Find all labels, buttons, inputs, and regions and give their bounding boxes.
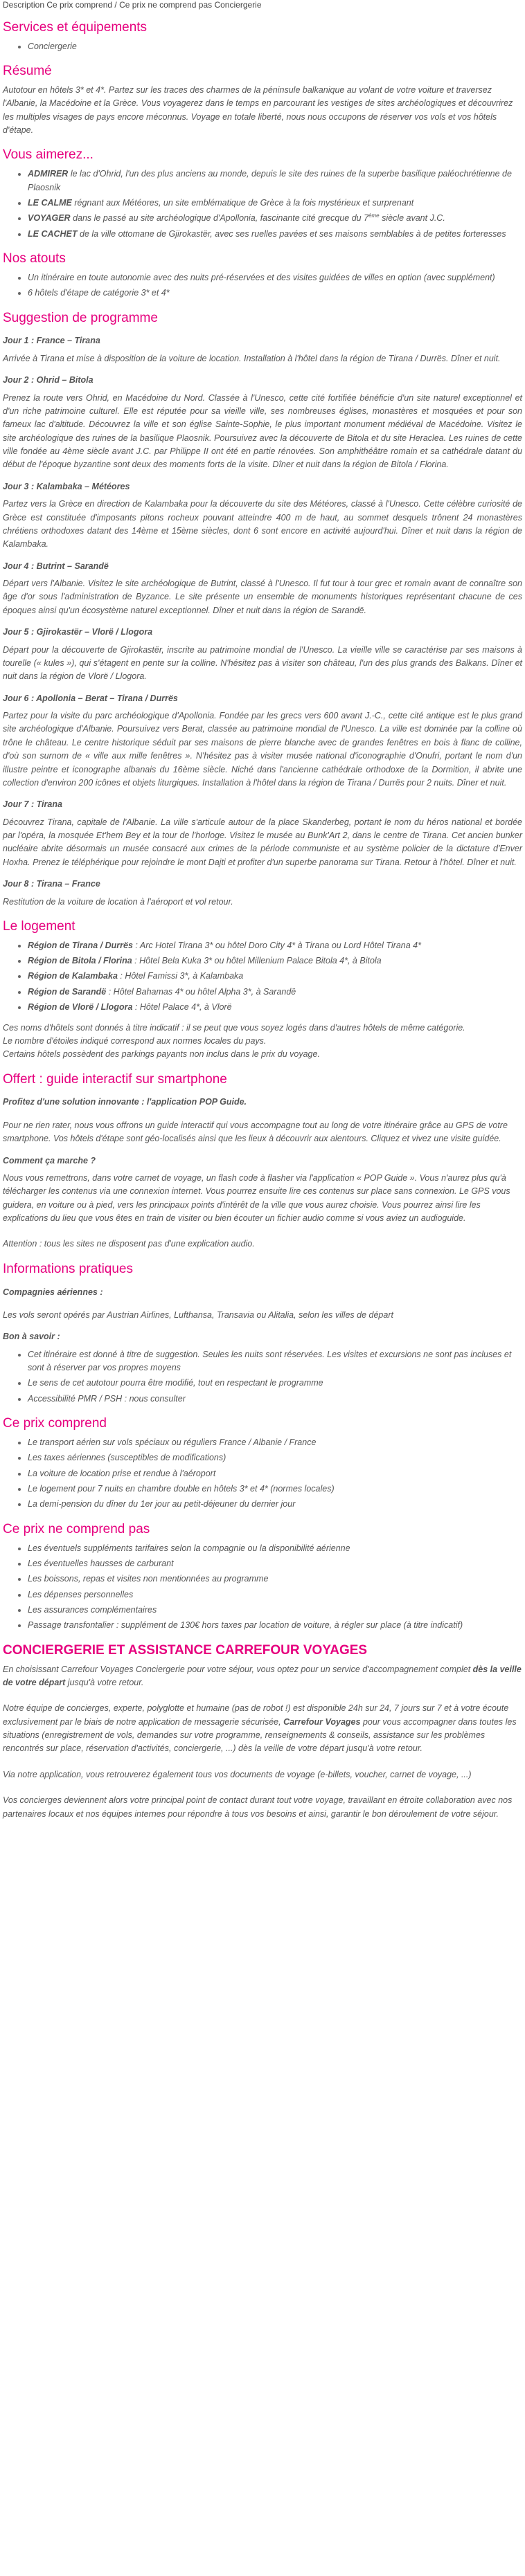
day-title: Jour 5 : Gjirokastër – Vlorë / Llogora (3, 627, 153, 637)
concierge-paragraph (3, 1702, 522, 1756)
list-item (28, 970, 522, 983)
list-item: • Un itinéraire en toute autonomie avec des nuits pré-réservées et des visites guidées de villes en option (avec supplément) (28, 271, 522, 284)
day-title: Jour 1 : France – Tirana (3, 336, 100, 346)
know-heading: Bon à savoir : (3, 1332, 60, 1342)
list-item: • Le transport aérien sur vols spéciaux ou réguliers France / Albanie / France (28, 1436, 522, 1449)
keyword: ADMIRER (28, 169, 69, 179)
list-item: • Conciergerie (28, 40, 522, 53)
logement-list (3, 939, 522, 1015)
list-item (28, 212, 522, 226)
list-item: • Accessibilité PMR / PSH : nous consulter (28, 1393, 522, 1406)
services-list (3, 40, 522, 53)
concierge-paragraph: Vos concierges deviennent alors votre principal point de contact durant tout votre voyage, travaillant en étroite collaboration avec nos partenaires locaux et nos équipes internes pour répondre à tous vos besoins et ainsi, garantir le bon déroulement de votre séjour. (3, 1795, 513, 1819)
hotel-text: : Hôtel Palace 4*, à Vlorë (132, 1002, 232, 1013)
section-title-logement: Le logement (3, 918, 75, 934)
list-item: • Les dépenses personnelles (28, 1588, 522, 1602)
day-text: Découvrez Tirana, capitale de l'Albanie. La ville s'articule autour de la place Skanderbeg, portant le nom du héros national et bordée par l'opéra, la mosquée Et'hem Bey et la tour de l'horloge. Visitez le musée au Bunk'Art 2, dans le centre de Tirana. Cet ancien bunker nucléaire abrite désormais un musée consacré aux crimes de la période communiste et au système policier de la dictature d'Enver Hoxha. Prenez le téléphérique pour rejoindre le mont Dajti et profiter d'un superbe panorama sur Tirana. Retour à l'hôtel. Dîner et nuit. (3, 817, 522, 867)
region-name: Région de Tirana / Durrës (28, 940, 133, 950)
hotel-text: : Hôtel Famissi 3*, à Kalambaka (117, 971, 244, 981)
programme-days (3, 334, 522, 909)
ne-comprend-list (3, 1542, 522, 1633)
text: pour vous accompagner dans toutes les situations (enregistrement de vols, demandes sur votre programme, renseignements & conseils, assistance sur les problèmes rencontrés sur place, réservation d'activités, conciergerie, ...) dès la veille de votre départ jusqu'à votre retour. (3, 1716, 517, 1754)
emphasis: dès la veille de votre départ (3, 1664, 522, 1687)
list-item: • Les assurances complémentaires (28, 1604, 522, 1617)
list-item: • Le sens de cet autotour pourra être modifié, tout en respectant le programme (28, 1377, 522, 1390)
list-item (28, 939, 522, 952)
hotel-text: : Hôtel Bahamas 4* ou hôtel Alpha 3*, à Sarandë (106, 986, 296, 997)
list-item (28, 954, 522, 968)
list-item: • Passage transfontalier : supplément de 130€ hors taxes par location de voiture, à régler sur place (à titre indicatif) (28, 1619, 522, 1632)
section-title-conciergerie: CONCIERGERIE ET ASSISTANCE CARREFOUR VOYAGES (3, 1642, 368, 1658)
comprend-list (3, 1436, 522, 1512)
logement-note: Le nombre d'étoiles indiqué correspond aux normes locales du pays. (3, 1035, 267, 1046)
aimerez-list (3, 167, 522, 241)
offert-attention: Attention : tous les sites ne disposent pas d'une explication audio. (3, 1239, 255, 1249)
keyword: LE CACHET (28, 228, 78, 239)
region-name: Région de Kalambaka (28, 971, 118, 981)
list-item (28, 986, 522, 999)
list-item: • La voiture de location prise et rendue à l'aéroport (28, 1467, 522, 1480)
section-title-programme: Suggestion de programme (3, 310, 158, 325)
airlines-text: Les vols seront opérés par Austrian Airlines, Lufthansa, Transavia ou Alitalia, selon les villes de départ (3, 1309, 393, 1320)
superscript: ème (368, 212, 380, 219)
text: En choisissant Carrefour Voyages Conciergerie pour votre séjour, vous optez pour un service d'accompagnement complet (3, 1664, 473, 1674)
item-text: de la ville ottomane de Gjirokastër, avec ses ruelles pavées et ses maisons semblables à de petites forteresses (77, 228, 506, 239)
section-title-infos: Informations pratiques (3, 1261, 133, 1276)
hotel-text: : Hôtel Bela Kuka 3* ou hôtel Millenium Palace Bitola 4*, à Bitola (132, 956, 382, 966)
list-item: • Les éventuelles hausses de carburant (28, 1557, 522, 1570)
concierge-paragraph (3, 1663, 522, 1690)
day-text: Arrivée à Tirana et mise à disposition de la voiture de location. Installation à l'hôtel dans la région de Tirana / Durrës. Dîner et nuit. (3, 353, 501, 363)
item-text: dans le passé au site archéologique d'Apollonia, fascinante cité grecque du (70, 213, 364, 224)
section-title-ne-comprend: Ce prix ne comprend pas (3, 1521, 150, 1536)
section-title-aimerez: Vous aimerez... (3, 147, 94, 163)
offert-paragraph: Nous vous remettrons, dans votre carnet de voyage, un flash code à flasher via l'application « POP Guide ». Vous n'aurez plus qu'à télécharger les contenus via une connexion internet. Vous pourrez ensuite lire ces contenus sur place sans connexion. Le GPS vous guidera, en voiture ou à pied, vers les principaux points d'intérêt de la ville que vous aurez choisie. Vous pourrez ainsi lire les explications du lieu que vous êtes en train de visiter ou bien écouter un fichier audio comme si vous aviez un audioguide. (3, 1172, 510, 1224)
offert-question: Comment ça marche ? (3, 1155, 96, 1165)
item-number: 7 (364, 213, 369, 224)
day-text: Partez pour la visite du parc archéologique d'Apollonia. Fondée par les grecs vers 600 avant J.-C., cette cité antique est le plus grand site archéologique d'Albanie. Poursuivez vers Berat, classée au patrimoine mondial de l'Unesco. La ville est dominée par la colline où trône le château. Le centre historique séduit par ses maisons de pierre blanche avec de grandes fenêtres en bois à flanc de colline, d'où son surnom de « ville aux mille fenêtres ». N'hésitez pas à visiter musée national d'iconographie d'Onufri, portant le nom d'un illustre peintre et iconographe albanais du 16ème siècle. Niché dans l'ancienne cathédrale orthodoxe de la Dormition, il abrite une collection d'environ 200 icônes et objets liturgiques. Installation à l'hôtel dans la région de Tirana / Durrës pour 2 nuits. Dîner et nuit. (3, 711, 522, 788)
section-title-comprend: Ce prix comprend (3, 1416, 107, 1431)
list-item: • Les éventuels suppléments tarifaires selon la compagnie ou la disponibilité aérienne (28, 1542, 522, 1555)
resume-text: Autotour en hôtels 3* et 4*. Partez sur les traces des charmes de la péninsule balkanique au volant de votre voiture et traversez l'Albanie, la Macédoine et la Grèce. Vous voyagerez dans le temps en parcourant les vestiges de sites archéologiques et découvrirez les multiples visages de pays encore méconnus. Voyage en totale liberté, nous nous occupons de réserver vos vols et vos hôtels d'étape. (3, 84, 513, 135)
list-item: • 6 hôtels d'étape de catégorie 3* et 4* (28, 287, 522, 300)
hotel-text: : Arc Hotel Tirana 3* ou hôtel Doro City 4* à Tirana ou Lord Hôtel Tirana 4* (132, 940, 421, 950)
region-name: Région de Sarandë (28, 986, 107, 997)
text: Notre équipe de concierges, experte, polyglotte et humaine (pas de robot !) est disponible 24h sur 24, 7 jours sur 7 et à votre écoute exclusivement par le biais de notre application de messagerie sécurisée, (3, 1703, 509, 1727)
day-title: Jour 2 : Ohrid – Bitola (3, 375, 94, 386)
list-item: • Cet itinéraire est donné à titre de suggestion. Seules les nuits sont réservées. Les visites et excursions ne sont pas incluses et sont à réserver par vos propres moyens (28, 1348, 522, 1375)
day-text: Départ vers l'Albanie. Visitez le site archéologique de Butrint, classé à l'Unesco. Il fut tour à tour grec et romain avant de connaître son âge d'or sous l'administration de Byzance. Le site présente un ensemble de monuments historiques représentant chacune de ces époques ainsi qu'un écosystème naturel exceptionnel. Dîner et nuit dans la région de Sarandë. (3, 579, 522, 615)
day-text: Prenez la route vers Ohrid, en Macédoine du Nord. Classée à l'Unesco, cette cité fortifiée bénéficie d'un site naturel exceptionnel et d'un riche patrimoine culturel. Elle est réputée pour sa vieille ville, ses nombreuses églises, monastères et mosquées et pour son fameux lac d'altitude. Découvrez la ville et son église Sainte-Sophie, le plus important monument médiéval de Macédoine. Visitez le site archéologique des ruines de la basilique Plaosnik. Poursuivez avec la découverte de Bitola et du site Heraclea. Les ruines de cette ville fondée au 4ème siècle avant J.C. par Philippe II ont été en partie rénovées. Son amphithéâtre romain et sa cathédrale datant du début de l'époque byzantine sont deux des moments forts de la visite. Dîner et nuit dans la région de Bitola / Florina. (3, 392, 522, 470)
top-description-line: Description Ce prix comprend / Ce prix ne comprend pas Conciergerie (3, 0, 262, 10)
logement-note: Certains hôtels possèdent des parkings payants non inclus dans le prix du voyage. (3, 1049, 320, 1060)
day-title: Jour 8 : Tirana – France (3, 879, 100, 889)
day-text: Partez vers la Grèce en direction de Kalambaka pour la découverte du site des Météores, classé à l'Unesco. Cette célèbre curiosité de Grèce est constituée d'imposants pitons rocheux pouvant atteindre 400 m de haut, au sommet desquels trônent 24 monastères chrétiens orthodoxes datant des 14ème et 15ème siècles, dont 6 sont encore en activité aujourd'hui. Dîner et nuit dans la région de Kalambaka. (3, 499, 522, 550)
keyword: VOYAGER (28, 213, 71, 224)
region-name: Région de Vlorë / Llogora (28, 1002, 133, 1013)
day-title: Jour 4 : Butrint – Sarandë (3, 561, 109, 571)
list-item: • Les boissons, repas et visites non mentionnées au programme (28, 1572, 522, 1586)
section-title-services: Services et équipements (3, 20, 148, 35)
offert-paragraph: Pour ne rien rater, nous vous offrons un guide interactif qui vous accompagne tout au long de votre itinéraire grâce au GPS de votre smartphone. Vos hôtels d'étape sont géo-localisés ainsi que les lieux à découvrir aux alentours. Cliquez et vivez une visite guidée. (3, 1120, 508, 1144)
day-title: Jour 7 : Tirana (3, 799, 62, 810)
item-text: régnant aux Météores, un site emblématique de Grèce à la fois mystérieux et surprenant (71, 197, 414, 208)
list-item (28, 197, 522, 210)
list-item (28, 1001, 522, 1014)
offert-subhead: Profitez d'une solution innovante : l'application POP Guide. (3, 1097, 247, 1107)
list-item (28, 228, 522, 241)
list-item: • Les taxes aériennes (susceptibles de modifications) (28, 1451, 522, 1464)
day-title: Jour 6 : Apollonia – Berat – Tirana / Durrës (3, 693, 178, 703)
atouts-list (3, 271, 522, 300)
text: jusqu'à votre retour. (65, 1677, 144, 1687)
list-item: • Le logement pour 7 nuits en chambre double en hôtels 3* et 4* (normes locales) (28, 1482, 522, 1496)
keyword: LE CALME (28, 197, 72, 208)
section-title-atouts: Nos atouts (3, 251, 66, 266)
emphasis: Carrefour Voyages (283, 1716, 361, 1727)
day-text: Restitution de la voiture de location à l'aéroport et vol retour. (3, 896, 233, 907)
day-title: Jour 3 : Kalambaka – Météores (3, 481, 130, 491)
list-item: • La demi-pension du dîner du 1er jour au petit-déjeuner du dernier jour (28, 1498, 522, 1511)
know-list (3, 1348, 522, 1406)
concierge-paragraph: Via notre application, vous retrouverez également tous vos documents de voyage (e-billets, voucher, carnet de voyage, ...) (3, 1769, 472, 1779)
logement-note: Ces noms d'hôtels sont donnés à titre indicatif : il se peut que vous soyez logés dans d'autres hôtels de même catégorie. (3, 1022, 465, 1033)
item-text-tail: siècle avant J.C. (379, 213, 445, 224)
section-title-offert: Offert : guide interactif sur smartphone (3, 1071, 227, 1087)
airlines-heading: Compagnies aériennes : (3, 1287, 103, 1297)
item-text: le lac d'Ohrid, l'un des plus anciens au monde, depuis le site des ruines de la superbe basilique paléochrétienne de Plaosnik (28, 169, 512, 192)
list-item (28, 167, 522, 194)
section-title-resume: Résumé (3, 64, 52, 79)
day-text: Départ pour la découverte de Gjirokastër, inscrite au patrimoine mondial de l'Unesco. La vieille ville se caractérise par ses maisons à tourelle (« kules »), qui s'étagent en pente sur la colline. N'hésitez pas à visiter son château, l'un des plus grands des Balkans. Dîner et nuit dans la région de Vlorë / Llogora. (3, 644, 522, 682)
region-name: Région de Bitola / Florina (28, 956, 132, 966)
